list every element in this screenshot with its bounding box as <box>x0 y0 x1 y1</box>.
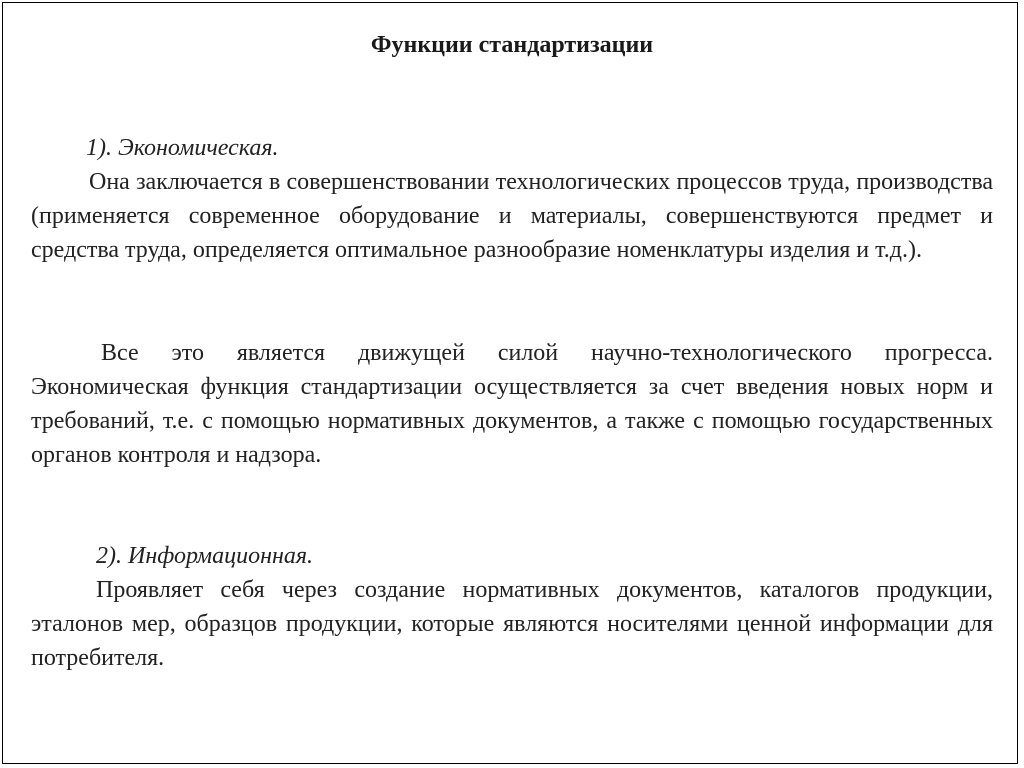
section-heading-economic: 1). Экономическая. <box>86 135 279 161</box>
economic-paragraph-1: Она заключается в совершенствовании технологических процессов труда, производства (применяется современное оборудование и материалы, совершенствуются предмет и средства труда, определяется оптимальное разнообразие номенклатуры изделия и т.д.). <box>31 169 993 263</box>
section-heading-informational: 2). Информационная. <box>96 543 314 569</box>
economic-paragraph-2: Все это является движущей силой научно-технологического прогресса. Экономическая функция стандартизации осуществляется за счет введения новых норм и требований, т.е. с помощью нормативных документов, а также с помощью государственных органов контроля и надзора. <box>31 340 993 468</box>
slide-title: Функции стандартизации <box>370 32 654 58</box>
informational-paragraph-1: Проявляет себя через создание нормативных документов, каталогов продукции, эталонов мер, образцов продукции, которые являются носителями ценной информации для потребителя. <box>31 577 993 671</box>
